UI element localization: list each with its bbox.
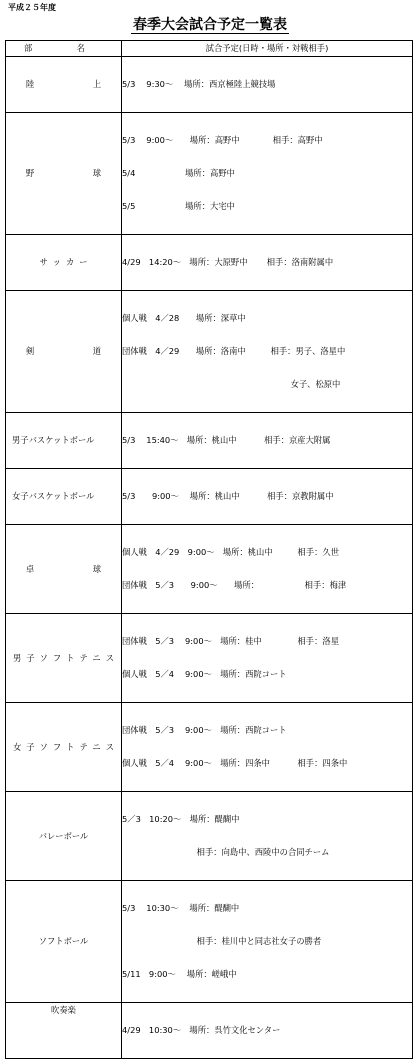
schedule-line: 5/3 15:40～ 場所：桃山中 相手：京産大附属 (122, 435, 331, 445)
schedule-line: 団体戦 5／3 9:00～ 場所： 相手：梅津 (122, 580, 347, 590)
club-name: 男子バスケットボール (6, 413, 122, 469)
table-row (6, 614, 413, 703)
schedule-line: 5/3 10:30～ 場所：醍醐中 (122, 903, 240, 913)
schedule-cell (122, 413, 413, 469)
schedule-cell (122, 703, 413, 792)
fiscal-year-label: 平成２５年度 (8, 3, 56, 12)
schedule-line: 5/11 9:00～ 場所：嵯峨中 (122, 969, 237, 979)
schedule-line: 個人戦 5／4 9:00～ 場所：西院コート (122, 669, 287, 679)
club-name: サッカー (6, 235, 122, 291)
schedule-line: 個人戦 5／4 9:00～ 場所：四条中 相手：四条中 (122, 758, 348, 768)
schedule-cell (122, 881, 413, 1003)
table-row (6, 525, 413, 614)
club-name: 女子バスケットボール (6, 469, 122, 525)
table-row (6, 113, 413, 235)
schedule-cell (122, 57, 413, 113)
club-name: ソフトボール (6, 881, 122, 1003)
schedule-line: 4/29 14:20～ 場所：大原野中 相手：洛南附属中 (122, 257, 334, 267)
schedule-cell (122, 1003, 413, 1059)
club-name: 男子ソフトテニス (6, 614, 122, 703)
club-name: 陸 上 (6, 57, 122, 113)
schedule-line: 相手：向島中、西陵中の合同チーム (122, 847, 330, 857)
schedule-cell (122, 235, 413, 291)
club-name: 剣 道 (6, 291, 122, 413)
table-row (6, 235, 413, 291)
club-name: 卓 球 (6, 525, 122, 614)
schedule-table (5, 40, 413, 1059)
schedule-line: 5/3 9:00～ 場所：高野中 相手：高野中 (122, 135, 323, 145)
schedule-cell (122, 469, 413, 525)
schedule-line: 5／3 10:20～ 場所：醍醐中 (122, 814, 240, 824)
table-row (6, 792, 413, 881)
schedule-line: 個人戦 4／28 場所：深草中 (122, 313, 246, 323)
table-row (6, 469, 413, 525)
club-name: 野 球 (6, 113, 122, 235)
club-name: 女子ソフトテニス (6, 703, 122, 792)
table-row (6, 881, 413, 1003)
schedule-cell (122, 614, 413, 703)
column-header-plan: 試合予定(日時・場所・対戦相手) (122, 41, 413, 57)
schedule-line: 5/4 場所：高野中 (122, 168, 235, 178)
table-header-row (6, 41, 413, 57)
column-header-club: 部 名 (6, 41, 122, 57)
schedule-line: 4/29 10:30～ 場所：呉竹文化センター (122, 1025, 281, 1035)
schedule-line: 団体戦 5／3 9:00～ 場所：西院コート (122, 725, 287, 735)
schedule-line: 団体戦 5／3 9:00～ 場所：桂中 相手：洛星 (122, 636, 339, 646)
table-row (6, 57, 413, 113)
club-name: バレーボール (6, 792, 122, 881)
schedule-line: 5/3 9:30～ 場所：西京極陸上競技場 (122, 79, 276, 89)
table-row (6, 413, 413, 469)
table-row (6, 1003, 413, 1059)
schedule-line: 個人戦 4／29 9:00～ 場所：桃山中 相手：久世 (122, 547, 340, 557)
page-title (0, 14, 420, 34)
schedule-cell (122, 525, 413, 614)
schedule-cell (122, 792, 413, 881)
club-name: 吹奏楽 (6, 1003, 122, 1059)
table-row (6, 291, 413, 413)
schedule-line: 団体戦 4／29 場所：洛南中 相手：男子、洛星中 (122, 346, 346, 356)
schedule-cell (122, 291, 413, 413)
page-title-text: 春季大会試合予定一覧表 (133, 17, 287, 33)
schedule-cell (122, 113, 413, 235)
table-row (6, 703, 413, 792)
schedule-line: 5/3 9:00～ 場所：桃山中 相手：京教附属中 (122, 491, 334, 501)
schedule-line: 相手：桂川中と同志社女子の勝者 (122, 936, 322, 946)
schedule-line: 女子、松原中 (122, 379, 341, 389)
schedule-line: 5/5 場所：大宅中 (122, 201, 235, 211)
